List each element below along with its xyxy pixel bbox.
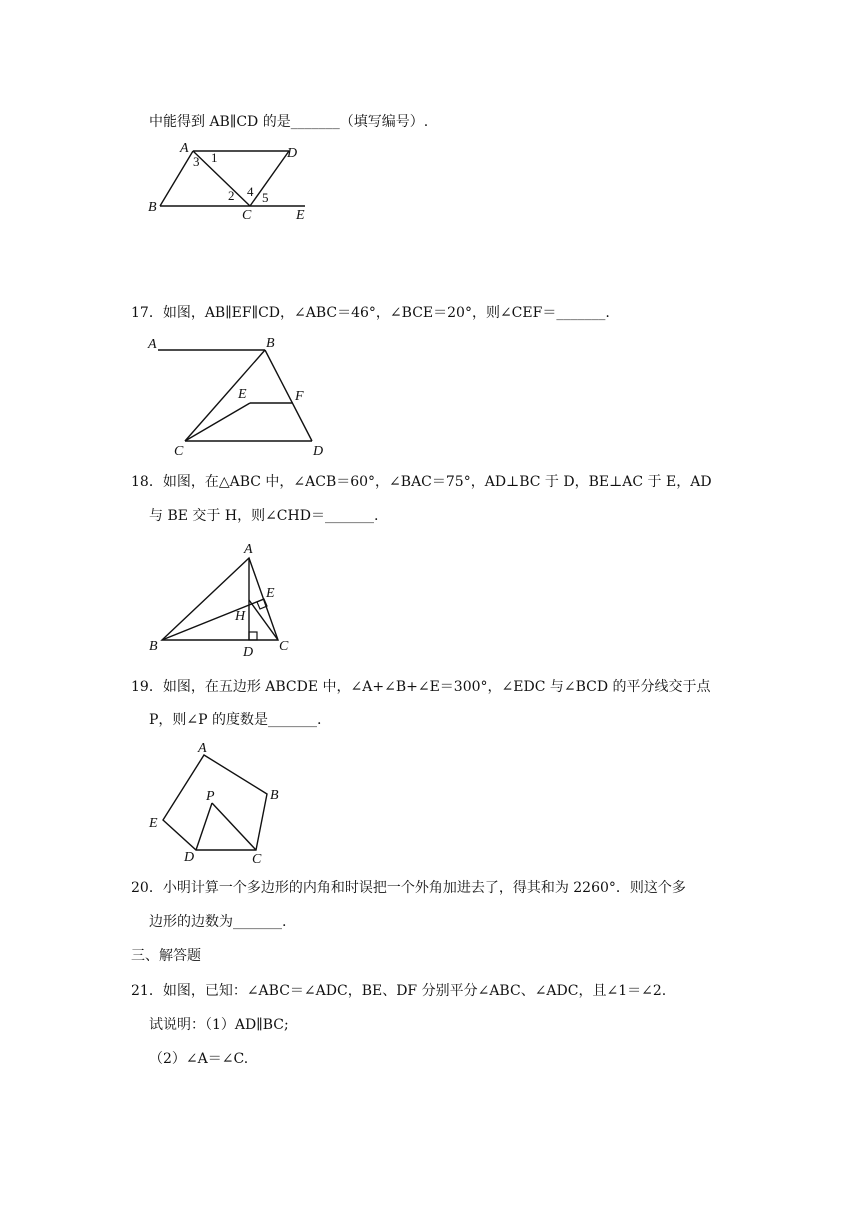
fig19-label-A: A xyxy=(198,741,207,756)
fig19-bisector-DP xyxy=(196,803,212,850)
q20-line2: 边形的边数为_______. xyxy=(149,914,287,930)
q21-line3: （2）∠A＝∠C. xyxy=(149,1051,249,1067)
fig16-angle-1: 1 xyxy=(211,150,218,165)
fig19-label-B: B xyxy=(270,788,279,803)
fig16-label-C: C xyxy=(242,208,252,223)
fig19-bisector-CP xyxy=(212,803,256,850)
fig19-pentagon-ABCDE xyxy=(163,755,267,850)
fig16-label-B: B xyxy=(148,200,157,215)
q20-line1: 20．小明计算一个多边形的内角和时误把一个外角加进去了，得其和为 2260°．则这个多 xyxy=(131,880,686,896)
fig16-angle-5: 5 xyxy=(262,190,269,205)
fig18-label-H: H xyxy=(235,609,246,624)
fig16-label-E: E xyxy=(296,208,305,223)
q21-line1: 21．如图，已知：∠ABC＝∠ADC，BE、DF 分别平分∠ABC、∠ADC，且∠1＝∠2. xyxy=(131,983,667,999)
fig19-label-D: D xyxy=(184,850,195,865)
fig16-label-A: A xyxy=(180,141,189,156)
fig17-label-D: D xyxy=(313,444,324,459)
fig16-angle-3: 3 xyxy=(193,154,200,169)
q16-text: 中能得到 AB∥CD 的是_______（填写编号）. xyxy=(149,114,429,130)
fig16-label-D: D xyxy=(287,146,298,161)
fig17-label-C: C xyxy=(174,444,184,459)
fig18-label-B: B xyxy=(149,639,158,654)
q21-line2: 试说明：（1）AD∥BC; xyxy=(149,1017,289,1033)
fig18-label-E: E xyxy=(266,586,275,601)
fig16-angle-4: 4 xyxy=(247,184,254,199)
fig18-label-A: A xyxy=(244,542,253,557)
fig17-label-B: B xyxy=(266,336,275,351)
fig19-label-C: C xyxy=(252,852,262,867)
q19-line1: 19．如图，在五边形 ABCDE 中，∠A+∠B+∠E＝300°，∠EDC 与∠BCD 的平分线交于点 xyxy=(131,679,711,695)
fig18-label-C: C xyxy=(279,639,289,654)
fig16-angle-2: 2 xyxy=(228,188,235,203)
q18-line1: 18．如图，在△ABC 中，∠ACB＝60°，∠BAC＝75°，AD⊥BC 于 D，BE⊥AC 于 E，AD xyxy=(131,474,712,490)
q17-text: 17．如图，AB∥EF∥CD，∠ABC＝46°，∠BCE＝20°，则∠CEF＝_______. xyxy=(131,305,610,321)
fig19-label-E: E xyxy=(149,816,158,831)
fig17-label-F: F xyxy=(295,389,304,404)
fig18-label-D: D xyxy=(243,645,254,660)
fig17-label-A: A xyxy=(148,337,157,352)
q18-line2: 与 BE 交于 H，则∠CHD＝_______. xyxy=(149,508,379,524)
section-heading: 三、解答题 xyxy=(131,948,201,964)
fig19-label-P: P xyxy=(206,789,215,804)
q19-line2: P，则∠P 的度数是_______. xyxy=(149,712,322,728)
fig17-label-E: E xyxy=(238,387,247,402)
